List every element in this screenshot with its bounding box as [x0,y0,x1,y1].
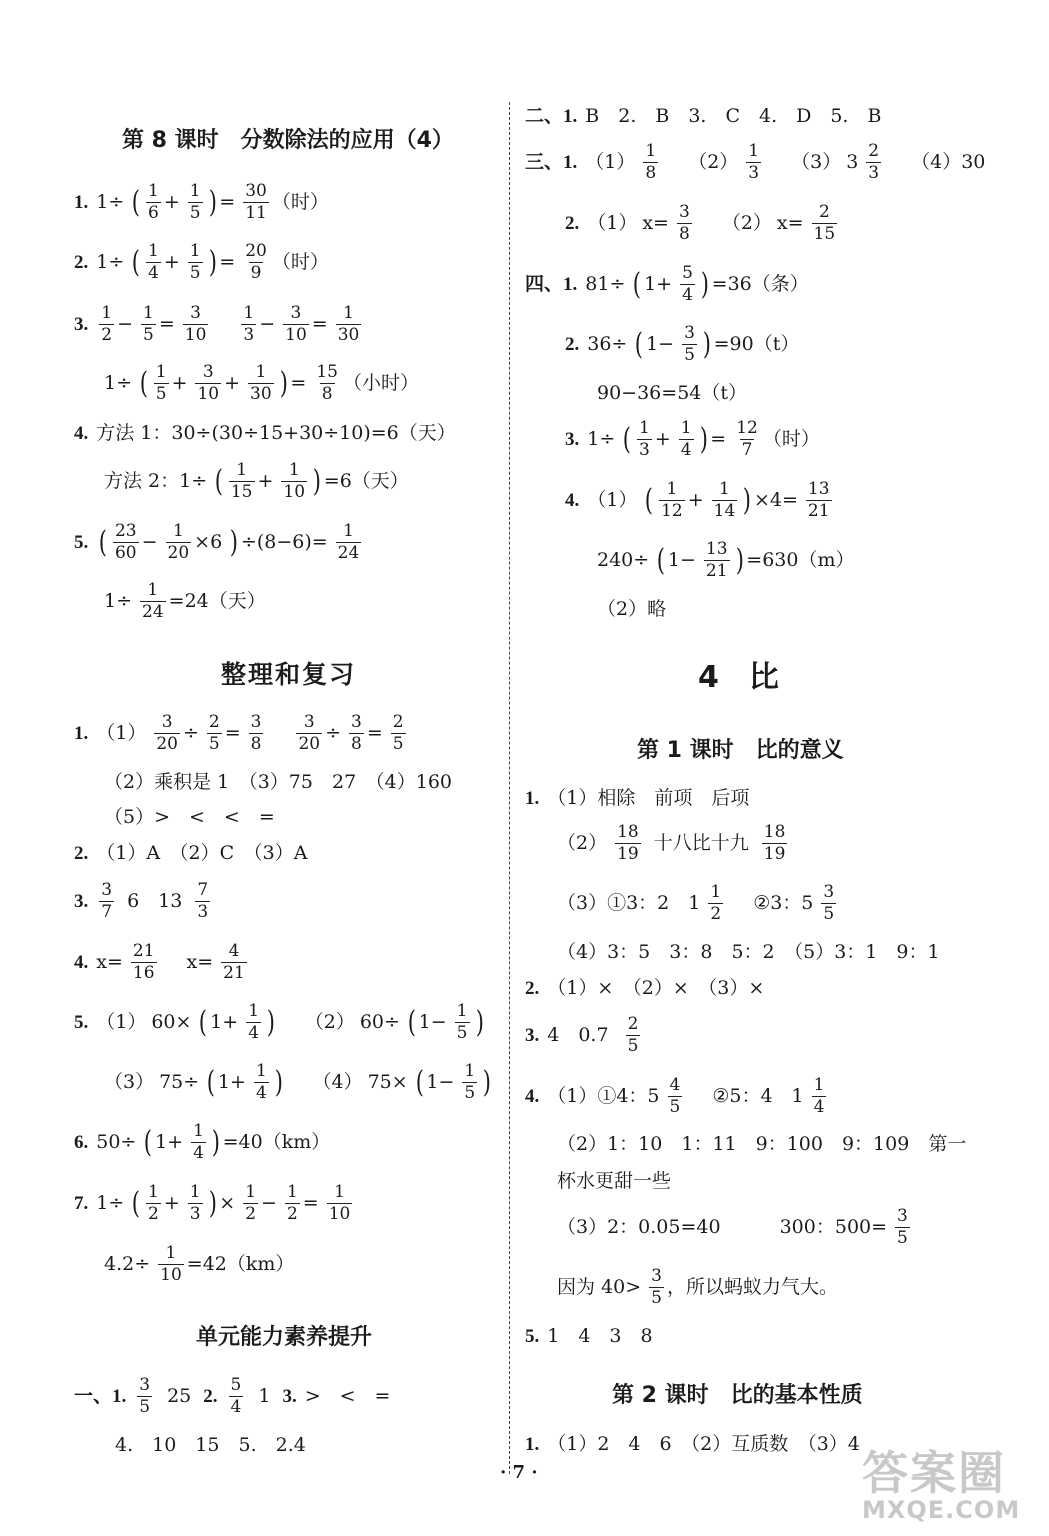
answer-l2: 2. 1÷ ( $\frac{1}{4}$ + $\frac{1}{5}$ ) = $\frac{20}{9}$ （时） [74,241,329,283]
answer-si-3: 3. 1÷ ( $\frac{1}{3}$ + $\frac{1}{4}$ ) = $\frac{12}{7}$ （时） [565,418,820,460]
b-4-4: 因为 40> $\frac{3}{5}$ ，所以蚂蚁力气大。 [557,1266,838,1308]
b-5: 5. 1 4 3 8 [525,1325,653,1347]
answer-si-2b: 90−36=54（t） [597,382,748,404]
c-1: 1. （1）2 4 6 （2）互质数 （3）4 [525,1433,860,1455]
b-1-3: （3）①3：2 1 $\frac{1}{2}$ ②3：5 $\frac{3}{5}$ [557,882,835,924]
answer-l5b: 1÷ $\frac{1}{24}$ =24（天） [104,580,266,622]
unit4-title: 4 比 [698,660,779,695]
b-1: 1. （1）相除 前项 后项 [525,787,750,809]
review-5: 5. （1） 60× ( 1+ $\frac{1}{4}$ ) （2） 60÷ ( 1− $\frac{1}{5}$ ) [74,1001,484,1043]
watermark [862,1446,1042,1530]
answer-er: 二、1. B 2. B 3. C 4. D 5. B [525,105,882,127]
watermark-sub: MXQE.COM [862,1496,1021,1524]
review-6: 6. 50÷ ( 1+ $\frac{1}{4}$ ) =40（km） [74,1121,331,1163]
review-5b: （3） 75÷ ( 1+ $\frac{1}{4}$ ) （4） 75× ( 1− $\frac{1}{5}$ ) [104,1061,492,1103]
lesson1-title: 第 1 课时 比的意义 [637,738,844,763]
answer-l5: 5. ( $\frac{23}{60}$ − $\frac{1}{20}$ ×6 ) ÷(8−6)= $\frac{1}{24}$ [74,521,360,563]
unit-ability-title: 单元能力素养提升 [196,1325,373,1350]
answer-si-2: 2. 36÷ ( 1− $\frac{3}{5}$ ) =90（t） [565,323,800,365]
b-4: 4. （1）①4：5 $\frac{4}{5}$ ②5：4 1 $\frac{1}{4}$ [525,1075,825,1117]
review-1: 1. （1） $\frac{3}{20}$ ÷ $\frac{2}{5}$ = $\frac{3}{8}$ $\frac{3}{20}$ ÷ $\frac{3}{8}$ = $\frac{2}{5}$ [74,712,404,754]
answer-si-1: 四、1. 81÷ ( 1+ $\frac{5}{4}$ ) =36（条） [525,263,809,305]
b-1-2: （2） $\frac{18}{19}$ 十八比十九 $\frac{18}{19}$ [557,822,786,864]
b-4-3: （3）2：0.05=40 300：500= $\frac{3}{5}$ [557,1206,908,1248]
review-2: 2. （1）A （2）C （3）A [74,842,308,864]
b-1-4: （4）3：5 3：8 5：2 （5）3：1 9：1 [557,941,940,963]
review-1-5: （5）> < < = [104,806,275,828]
page-number: · 7 · [500,1462,538,1483]
answer-l3b: 1÷ ( $\frac{1}{5}$ + $\frac{3}{10}$ + $\frac{1}{30}$ ) = $\frac{15}{8}$ （小时） [104,362,419,404]
b-3: 3. 4 0.7 $\frac{2}{5}$ [525,1014,639,1056]
answer-l1: 1. 1÷ ( $\frac{1}{6}$ + $\frac{1}{5}$ ) = $\frac{30}{11}$ （时） [74,181,329,223]
lesson8-title: 第 8 课时 分数除法的应用（4） [122,128,454,153]
answer-l4: 4. 方法 1：30÷(30÷15+30÷10)=6（天） [74,422,456,444]
review-3: 3. $\frac{3}{7}$ 6 13 $\frac{7}{3}$ [74,880,209,922]
answer-si-4: 4. （1） ( $\frac{1}{12}$ + $\frac{1}{14}$ ) ×4= $\frac{13}{21}$ [565,479,830,521]
b-2: 2. （1）× （2）× （3）× [525,977,765,999]
answer-san-2: 2. （1） x= $\frac{3}{8}$ （2） x= $\frac{2}{15}$ [565,202,836,244]
review-7b: 4.2÷ $\frac{1}{10}$ =42（km） [104,1243,295,1285]
answer-si-4c: （2）略 [597,598,667,620]
unit-1: 一、1. $\frac{3}{5}$ 25 2. $\frac{5}{4}$ 1 3. > < = [74,1375,391,1417]
b-4-2b: 杯水更甜一些 [557,1170,672,1192]
lesson2-title: 第 2 课时 比的基本性质 [612,1383,863,1408]
answer-l4b: 方法 2：1÷ ( $\frac{1}{15}$ + $\frac{1}{10}$ ) =6（天） [104,460,409,502]
review-4: 4. x= $\frac{21}{16}$ x= $\frac{4}{21}$ [74,941,245,983]
answer-san: 三、1. （1） $\frac{1}{8}$ （2） $\frac{1}{3}$ （3） 3 $\frac{2}{3}$ （4）30 [525,141,986,183]
review-title: 整理和复习 [221,660,357,689]
review-1-2: （2）乘积是 1 （3）75 27 （4）160 [104,771,453,793]
answer-l3: 3. $\frac{1}{2}$ − $\frac{1}{5}$ = $\frac{3}{10}$ $\frac{1}{3}$ − $\frac{3}{10}$ = $\frac{1}{30}$ [74,303,360,345]
review-7: 7. 1÷ ( $\frac{1}{2}$ + $\frac{1}{3}$ ) × $\frac{1}{2}$ − $\frac{1}{2}$ = $\frac{1}{10}$ [74,1182,351,1224]
column-divider [509,102,510,1474]
unit-2: 4. 10 15 5. 2.4 [115,1434,306,1456]
watermark-main: 答案圈 [862,1446,1006,1500]
answer-si-4b: 240÷ ( 1− $\frac{13}{21}$ ) =630（m） [597,539,855,581]
b-4-2: （2）1：10 1：11 9：100 9：109 第一 [557,1133,967,1155]
